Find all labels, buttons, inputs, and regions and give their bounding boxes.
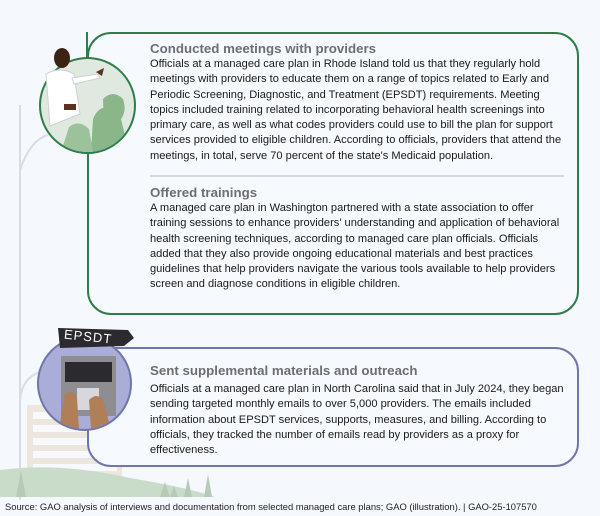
section-outreach	[150, 362, 570, 458]
source-note: Source: GAO analysis of interviews and documentation from selected managed care plans; GAO (illustration). | GAO-25-107570	[5, 501, 537, 512]
section-meetings	[150, 40, 570, 164]
laptop-icon	[39, 338, 130, 429]
section-title: Conducted meetings with providers	[150, 41, 377, 56]
section-trainings	[150, 184, 570, 293]
section-title: Offered trainings	[150, 185, 258, 200]
presenter-figure	[40, 44, 110, 144]
section-body: Officials at a managed care plan in Rhode Island told us that they regularly hold meetings with providers to educate them on a range of topics related to Early and Periodic Screening, Diagnostic, and Treatment (EPSDT) requirements. Meeting topics included training related to incorporating behavioral health screenings into primary care, as well as what codes providers could use to bill the plan for support services provided to eligible children. According to officials, providers that attend the meetings, in total, serve 70 percent of the state's Medicaid population.	[150, 58, 562, 162]
section-body: A managed care plan in Washington partnered with a state association to offer training sessions to enhance providers' understanding and application of behavioral health screening techniques, according to managed care plan officials. Officials added that they also provide ongoing educational materials and best practices guidelines that help providers navigate the various tools available to help providers screen and diagnose conditions in eligible children.	[150, 202, 560, 291]
section-body: Officials at a managed care plan in North Carolina said that in July 2024, they began sending targeted monthly emails to over 5,000 providers. The emails included information about EPSDT services, supports, measures, and billing. According to officials, they tracked the number of emails read by providers as a proxy for effectiveness.	[150, 383, 564, 457]
laptop-illustration	[37, 336, 132, 431]
epsdt-banner-label: EPSDT	[63, 326, 113, 347]
section-title: Sent supplemental materials and outreach	[150, 363, 418, 378]
section-divider	[150, 175, 564, 177]
